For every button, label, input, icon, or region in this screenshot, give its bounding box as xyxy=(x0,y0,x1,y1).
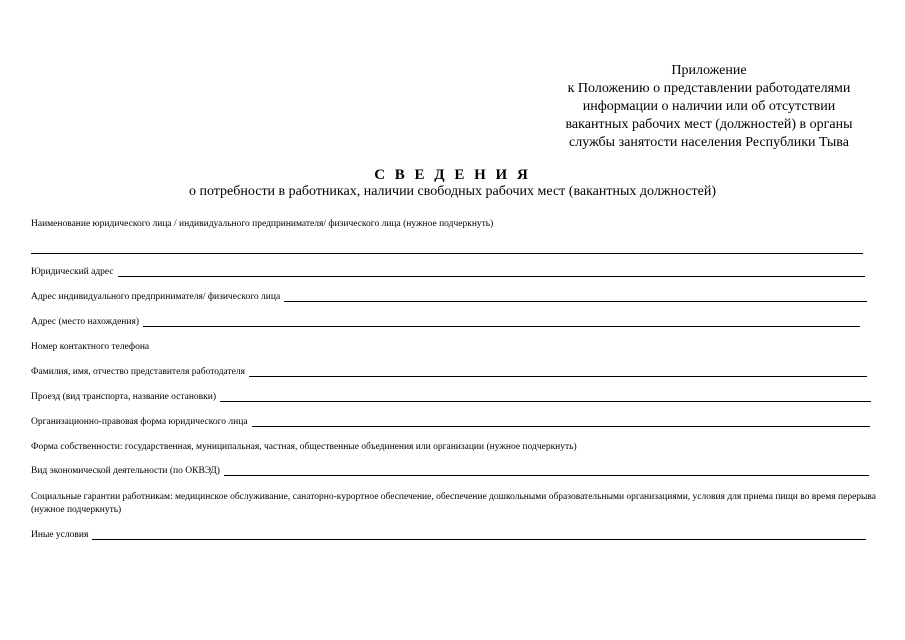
ip-address-label: Адрес индивидуального предпринимателя/ физического лица xyxy=(31,292,281,302)
location-address-field[interactable] xyxy=(143,316,860,327)
location-address-label: Адрес (место нахождения) xyxy=(31,317,140,327)
legal-address-field[interactable] xyxy=(118,266,865,277)
legal-address-label: Юридический адрес xyxy=(31,267,114,277)
social-guarantees-label: Социальные гарантии работникам: медицинское обслуживание, санаторно-курортное обеспечение, обеспечение дошкольными образовательными организациями, условия для приема пищи во время перерыва (нужное подчеркнуть) xyxy=(31,492,876,515)
okved-row xyxy=(31,465,869,478)
other-conditions-row xyxy=(31,529,866,542)
document-title: С В Е Д Е Н И Я xyxy=(374,167,531,183)
transport-row xyxy=(31,391,871,404)
transport-field[interactable] xyxy=(220,391,871,402)
annex-line: вакантных рабочих мест (должностей) в органы xyxy=(565,117,853,132)
annex-line: к Положению о представлении работодателями xyxy=(567,81,851,96)
annex-header xyxy=(520,62,898,152)
legal-form-label: Организационно-правовая форма юридического лица xyxy=(31,417,248,427)
location-address-row xyxy=(31,316,860,329)
legal-form-row xyxy=(31,416,870,429)
ip-address-row xyxy=(31,291,867,304)
entity-name-label: Наименование юридического лица / индивидуального предпринимателя/ физического лица (нужное подчеркнуть) xyxy=(31,219,494,229)
ip-address-field[interactable] xyxy=(284,291,867,302)
other-conditions-field[interactable] xyxy=(92,529,866,540)
representative-field[interactable] xyxy=(249,366,867,377)
representative-row xyxy=(31,366,867,379)
okved-label: Вид экономической деятельности (по ОКВЭД) xyxy=(31,466,220,476)
representative-label: Фамилия, имя, отчество представителя работодателя xyxy=(31,367,245,377)
okved-field[interactable] xyxy=(224,465,869,476)
phone-label: Номер контактного телефона xyxy=(31,342,150,352)
document-subtitle: о потребности в работниках, наличии свободных рабочих мест (вакантных должностей) xyxy=(188,184,717,199)
other-conditions-label: Иные условия xyxy=(31,530,89,540)
entity-name-field[interactable] xyxy=(31,253,863,254)
annex-line: Приложение xyxy=(671,63,747,78)
legal-address-row xyxy=(31,266,865,279)
transport-label: Проезд (вид транспорта, название остановки) xyxy=(31,392,217,402)
legal-form-field[interactable] xyxy=(252,416,870,427)
annex-line: службы занятости населения Республики Тыва xyxy=(569,135,849,150)
annex-line: информации о наличии или об отсутствии xyxy=(582,99,836,114)
ownership-label: Форма собственности: государственная, муниципальная, частная, общественные объединения или организации (нужное подчеркнуть) xyxy=(31,442,577,452)
